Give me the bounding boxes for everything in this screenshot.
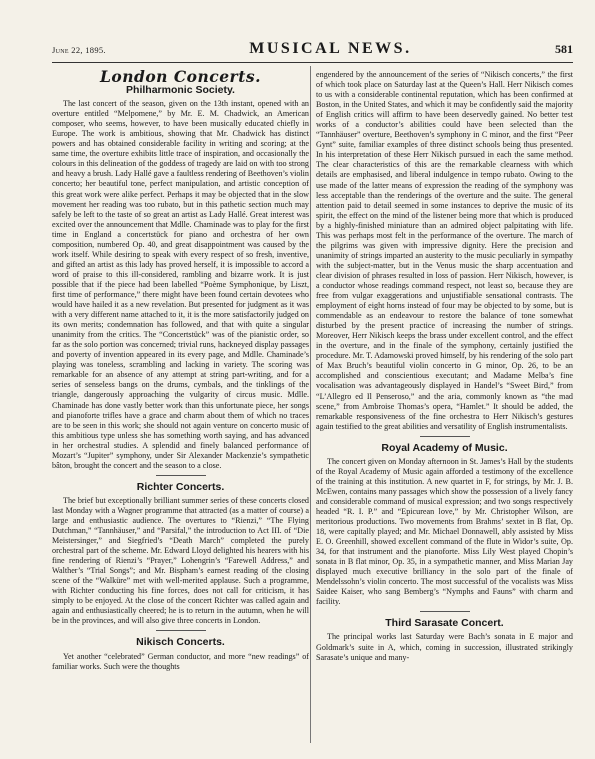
article-paragraph: The principal works last Saturday were Bach’s sonata in E major and Goldmark’s suite in A, which, coming in succession, illustrated strikingly Sarasate’s unique and many- [316,632,573,662]
section-heading: Nikisch Concerts. [136,636,225,649]
section-heading: Third Sarasate Concert. [385,617,504,630]
article-paragraph: The concert given on Monday afternoon in St. James’s Hall by the students of the Royal Academy of Music again afforded a testimony of the excellence of the training at this institution. A new quartet in F, for strings, by Mr. J. B. McEwen, contains many passages which show the possession of a lively fancy and considerable command of musical expression; and two songs respectively headed “R. I. P.” and “Epicurean love,” by Mr. Christopher Wilson, are meritorious productions. Two movements from Brahms’ sextet in B flat, Op. 18, were capitally played; and Mr. Michael Donnawell, ably assisted by Miss E. O. Greenhill, showed excellent command of the flute in Widor’s suite, Op. 34, for that instrument and the pianoforte. Miss Lily West played Chopin’s sonata in B flat minor, Op. 35, in a sympathetic manner, and Miss Marian Jay displayed much executive brilliancy in the solo part of the finale of Mendelssohn’s violin concerto. The most successful of the vocalists was Miss Saidee Kaiser, who sang Bemberg’s “Nymphs and Fauns” with charm and facility. [316,456,573,607]
article-paragraph: The brief but exceptionally brilliant summer series of these concerts closed last Monday with a Wagner programme that attracted (as a matter of course) a large and enthusiastic audience. The overtures to “Rienzi,” “The Flying Dutchman,” “Tannhäuser,” and “Parsifal,” the introduction to Act III. of “Die Meistersinger,” and Siegfried’s “Death March” completed the purely orchestral part of the scheme. Mr. Edward Lloyd delighted his hearers with his fine rendering of Rienzi’s “Prayer,” Lohengrin’s “Farewell Address,” and Walther’s “Trial Songs”; and Mr. Bispham’s earnest reading of the closing scene of the “Walküre” met with well-merited applause. Such a programme, with Richter conducting his fine forces, does not call for criticism, it has simply to be enjoyed. At the close of the concert Richter was called again and again and enthusiastically cheered; he is to return in the autumn, when he will be in the provinces, and will also give three concerts in London. [52,495,309,626]
section-heading: Richter Concerts. [136,480,225,493]
royal-academy-section [316,443,573,608]
section-rule [420,611,470,612]
column-divider [310,66,311,743]
section-rule [156,630,206,631]
main-heading: London Concerts. [99,67,262,86]
nikisch-section [52,637,309,671]
right-column [316,70,573,665]
section-heading: Philharmonic Society. [126,84,235,97]
left-column [52,67,309,674]
philharmonic-section [52,85,309,471]
article-paragraph-continued: engendered by the announcement of the series of “Nikisch concerts,” the first of which took place on Saturday last at the Queen’s Hall. Herr Nikisch comes to us with a considerable continental reputation, which has been confirmed at Boston, in the United States, and which it may be confidently said the majority of English critics will affirm to have been deservedly gained. No better test works of a conductor’s abilities could have been selected than the “Tannhäuser” overture, Beethoven’s symphony in C minor, and the first “Peer Gynt” suite, familiar examples of three distinct schools being thus presented. In his interpretation of these Herr Nikisch pursued in each the same method. The clear characteristics of this are the remarkable clearness with which details are emphasised, and liberal indulgence in tempo rubato. Owing to the use made of the latter means of expression the reading of the symphony was less acceptable than the renderings of the overture and the suite. The general attention paid to detail seemed in some instances to deprive the music of its spirit, the effect on the mind of the listener being more that which is produced by a highly-finished miniature than an admired object palpitating with life. This was perhaps most felt in the performance of the overture. The march of the pilgrims was given with impressive dignity. Here the precision and unanimity of strings imparted an austerity to the music peculiarly in sympathy with the subject-matter, but in the Venus music the sharp accentuation and clear division of phrases resulted in loss of passion. Herr Nikisch, however, is a conductor whose readings command respect, not least so, because they are free from vulgar exaggerations and unjustifiable sensational contrasts. The employment of eight horns instead of four may be objected to by some, but is commendable as an endeavour to restore the balance of tone somewhat disturbed by the present practice of increasing the number of strings. Moreover, Herr Nikisch keeps the brass under excellent control, and the effect in the overture, and in the finale of the symphony, certainly justified the procedure. Mr. T. Adamowski proved himself, by his rendering of the solo part of Max Bruch’s beautiful violin concerto in G minor, Op. 26, to be an accomplished and conscientious executant; and Madame Melba’s fine vocalisation was advantageously displayed in Handel’s “Sweet Bird,” from “L’Allegro ed Il Penseroso,” and the aria, commonly known as “the mad scene,” from Ambroise Thomas’s opera, “Hamlet.” It should be added, the remarkable responsiveness of the fine orchestra to Herr Nikisch’s gestures again testified to the great abilities and versatility of English instrumentalists. [316,70,573,431]
richter-section [52,482,309,627]
section-rule [420,436,470,437]
section-rule [156,475,206,476]
page-header [52,40,573,64]
publication-title: MUSICAL NEWS. [249,40,412,57]
article-paragraph: The last concert of the season, given on the 13th instant, opened with an overture entitled “Melpomene,” by Mr. E. M. Chadwick, an American composer, who seems, however, to have been musically educated chiefly in Europe. The work is ambitious, showing that Mr. Chadwick has distinct powers and has obtained considerable facility in writing and scoring; at the same time, the overture exhibits little trace of inspiration, and occasionally the colours in this delineation of the goddess of tragedy are laid on with too strong and heavy a brush. Lady Hallé gave a faultless rendering of Beethoven’s violin concerto; her beautiful tone, perfect manipulation, and artistic conception of this great work were alike perfect. Perhaps it may be objected that in the slow movement her reading was too rubato, but in this pathetic section much may safely be left to the taste of so great an artist as Lady Hallé. Great interest was excited over the announcement that Mdlle. Chaminade was to play for the first time in England a concertstück for piano and orchestra of her own composition, numbered Op. 40, and great disappointment was caused by the work itself. While desiring to speak with every respect of so fresh, inventive, and gifted an artist as this lady has proved herself, it is impossible to accord a word of praise to this ill-considered, rambling and bizarre work. It is just possible that if the piece had been labelled “Poème Symphonique, by Liszt, first time of performance,” there might have been found certain devotees who would have hailed it as a new revelation. But presented for judgment as it was with a very different name attached to it, it is the more satisfactorily judged on its own merits; condemnation has followed, and that with quite a singular unanimity from the critics. The “Concertstück” was of the pianistic order, so far as the solo portion was concerned; trivial runs, hackneyed display passages and poverty of invention appeared in its every page, and Mdlle. Chaminade’s playing was toneless, scrambling and lacking in variety. The scoring was remarkable for an absence of any attempt at string part-writing, and for a series of senseless bangs on the drums, cymbals, and the tinklings of the triangle, dangerously approaching the vulgarity of circus music. Mdlle. Chaminade has done vastly better work than this unfortunate piece, her songs and pianoforte trifles have a grace and charm about them of which no traces are to be seen in this work; she should not again venture on concerto music of this ambitious type unless she has something worth saying, and has advanced in her orchestral studies. A splendid and finely balanced performance of Mozart’s “Jupiter” symphony, under Sir Alexander Mackenzie’s sympathetic bâton, brought the concert and the season to a close. [52,99,309,470]
issue-date: June 22, 1895. [52,45,106,55]
page-number: 581 [555,42,573,56]
article-paragraph: Yet another “celebrated” German conductor, and more “new readings” of familiar works. Such were the thoughts [52,651,309,671]
sarasate-section [316,618,573,662]
header-rule [52,62,573,63]
section-heading: Royal Academy of Music. [381,441,508,454]
